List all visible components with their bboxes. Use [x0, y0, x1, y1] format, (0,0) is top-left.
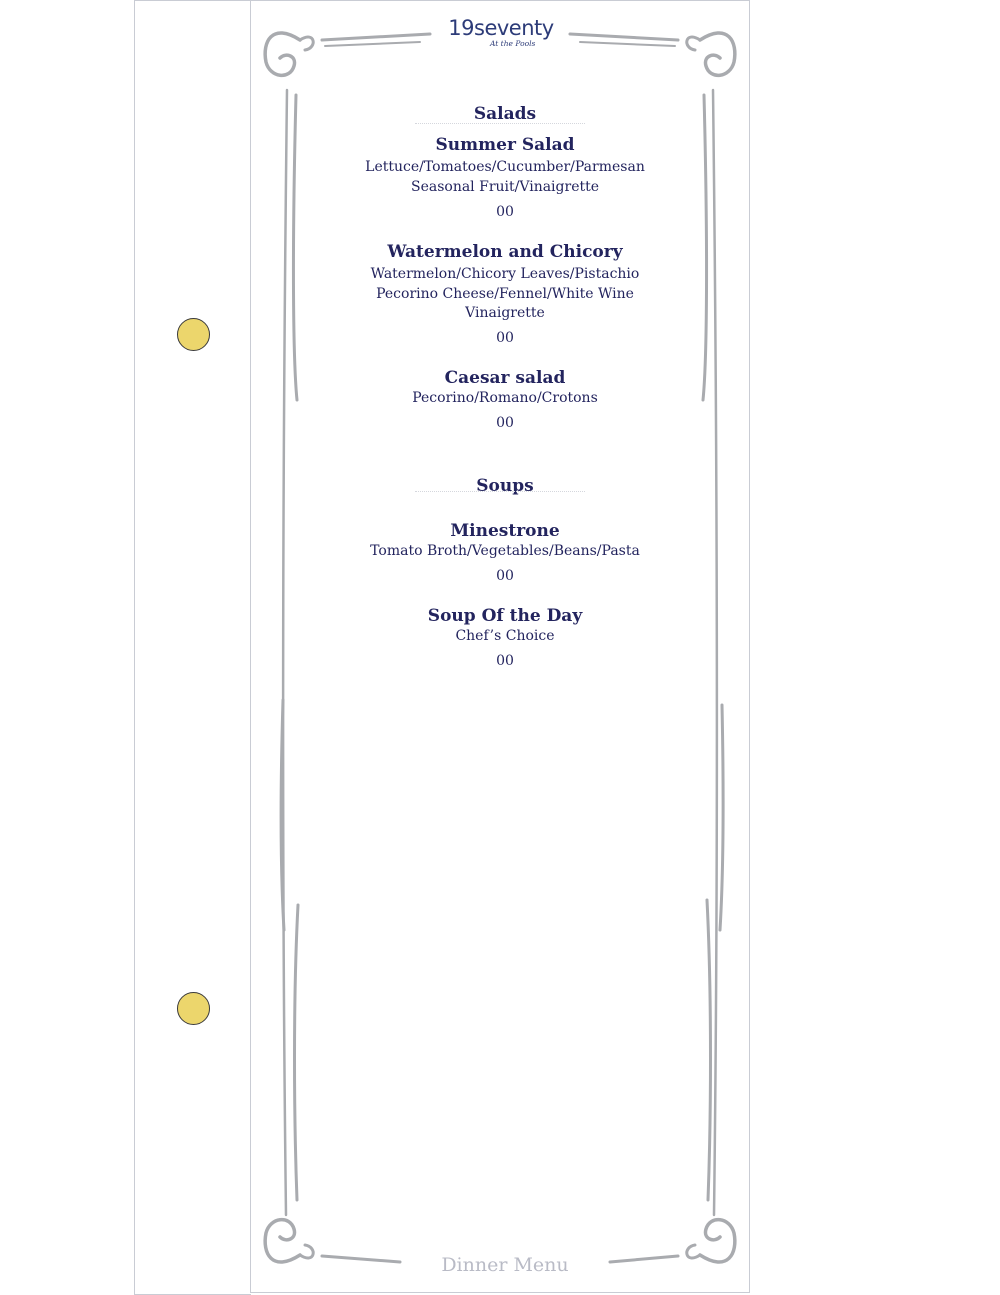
item-description: Chef’s Choice: [455, 628, 555, 644]
flourish-bottom-left: [265, 1220, 300, 1262]
item-description: Pecorino Cheese/Fennel/White Wine: [376, 286, 634, 302]
flourish-top-left: [265, 33, 300, 75]
section-divider: [415, 491, 585, 492]
item-description: Vinaigrette: [465, 305, 545, 321]
border-left-outer: [283, 90, 287, 1215]
flourish-bottom-right: [700, 1220, 735, 1262]
item-description: Pecorino/Romano/Crotons: [412, 390, 598, 406]
item-description: Tomato Broth/Vegetables/Beans/Pasta: [370, 543, 640, 559]
item-name: Summer Salad: [435, 135, 575, 155]
brand-logo: [440, 16, 562, 56]
section-title-soups: Soups: [476, 476, 534, 496]
section-title-salads: Salads: [473, 104, 537, 124]
item-price: 00: [496, 204, 514, 220]
item-price: 00: [496, 568, 514, 584]
item-name: Watermelon and Chicory: [387, 242, 623, 262]
item-description: Seasonal Fruit/Vinaigrette: [410, 179, 600, 195]
logo-tagline: At the Pools: [490, 39, 536, 48]
item-description: Watermelon/Chicory Leaves/Pistachio: [370, 266, 640, 282]
item-name: Minestrone: [450, 521, 560, 541]
footer-dinner-menu: Dinner Menu: [441, 1254, 569, 1276]
item-price: 00: [496, 415, 514, 431]
section-divider: [415, 123, 585, 124]
border-right-outer: [713, 90, 717, 1215]
item-price: 00: [496, 653, 514, 669]
item-name: Caesar salad: [444, 368, 566, 388]
flourish-top-right: [700, 33, 735, 75]
item-name: Soup Of the Day: [427, 606, 583, 626]
logo-wordmark: 19seventy: [448, 16, 554, 40]
item-description: Lettuce/Tomatoes/Cucumber/Parmesan: [365, 159, 645, 175]
item-price: 00: [496, 330, 514, 346]
